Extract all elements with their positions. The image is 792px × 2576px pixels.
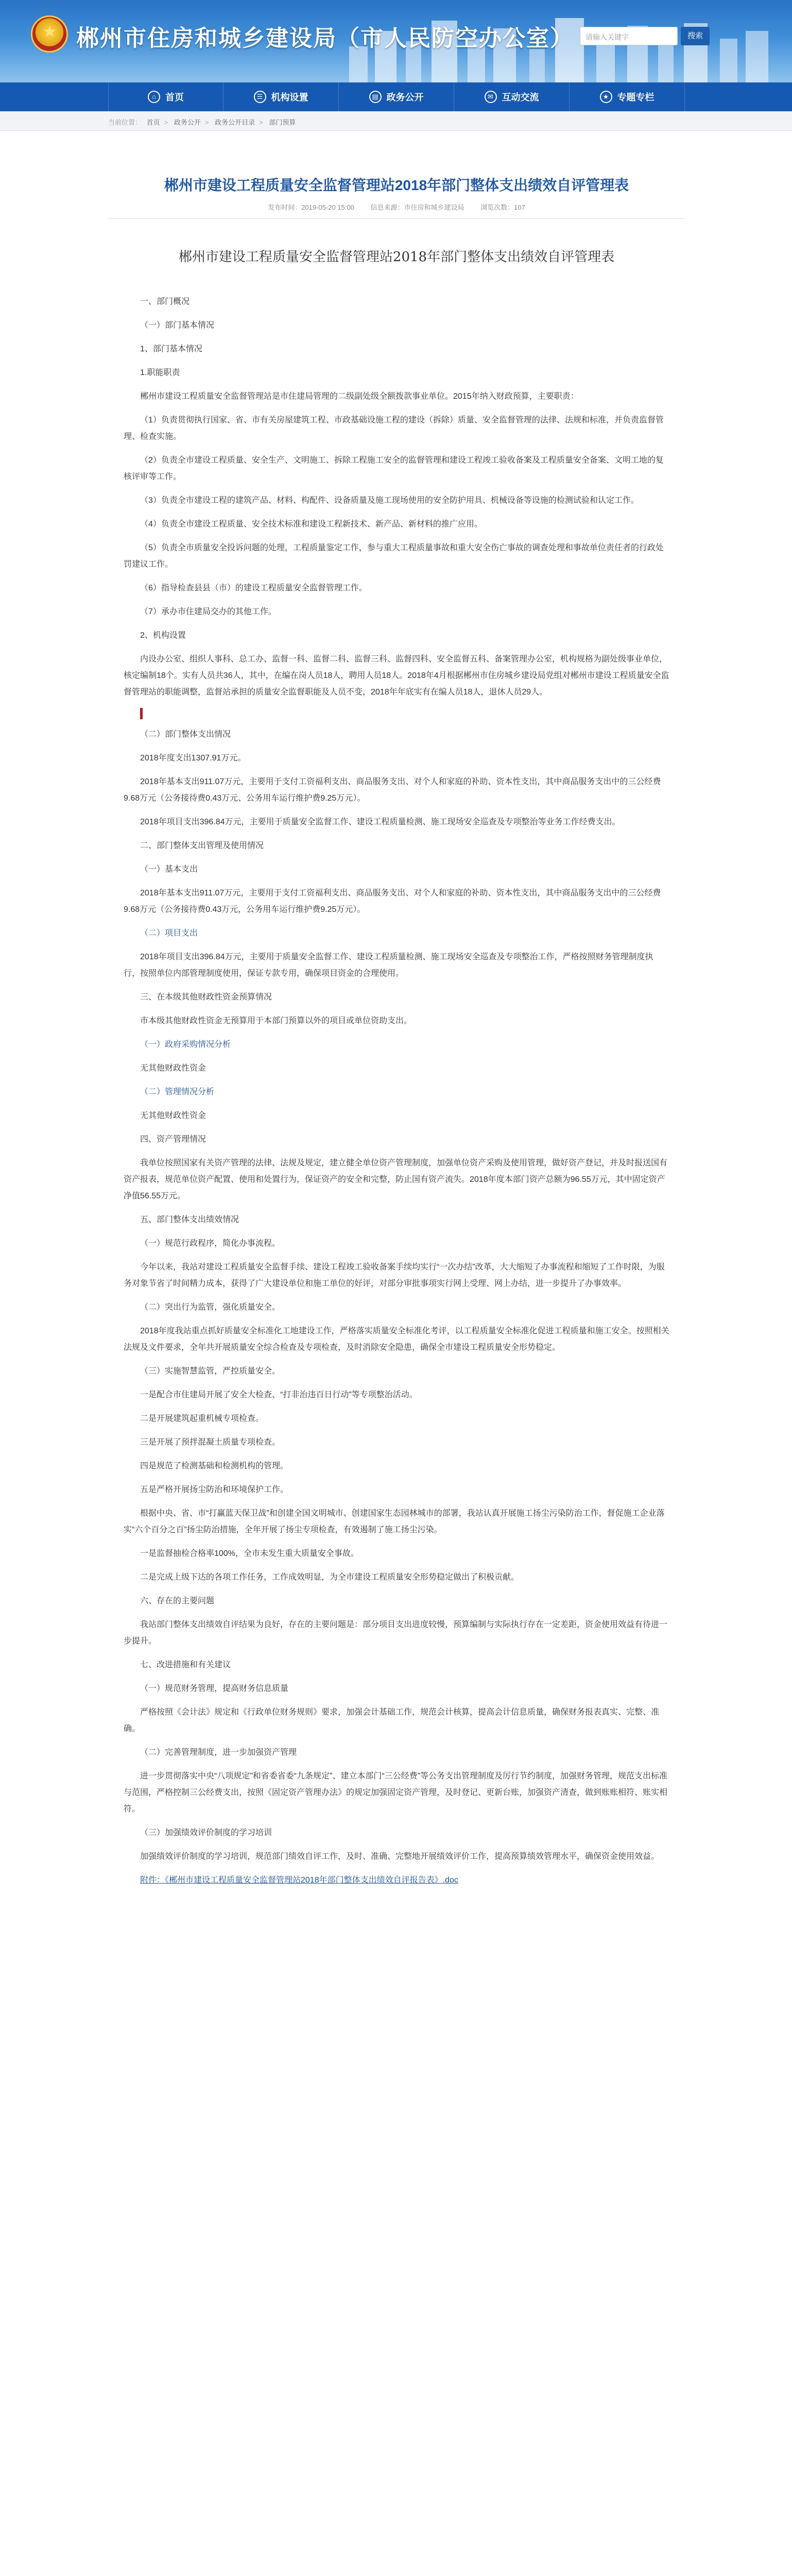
body-paragraph: （3）负责全市建设工程的建筑产品、材料、构配件、设备质量及施工现场使用的安全防护用具、机械设备等设施的检测试验和认定工作。 <box>140 496 639 505</box>
attachment-link[interactable]: 附件：《郴州市建设工程质量安全监督管理站2018年部门整体支出绩效自评报告表》.doc <box>140 1876 458 1885</box>
body-paragraph: （5）负责全市质量安全投诉问题的处理，工程质量鉴定工作，参与重大工程质量事故和重大安全伤亡事故的调查处理和事故单位责任者的行政处罚建议工作。 <box>124 544 664 569</box>
body-paragraph: 无其他财政性资金 <box>140 1064 206 1073</box>
body-paragraph: （一）规范行政程序，简化办事流程。 <box>140 1239 281 1248</box>
nav-item-topics[interactable]: ★ 专题专栏 <box>570 82 685 111</box>
body-paragraph: 我站部门整体支出绩效自评结果为良好，存在的主要问题是：部分项目支出进度较慢，预算编制与实际执行存在一定差距，资金使用效益有待进一步提升。 <box>124 1620 668 1646</box>
body-paragraph: （一）部门基本情况 <box>140 321 215 330</box>
article-body <box>124 294 669 1896</box>
body-paragraph: 三是开展了预拌混凝土质量专项检查。 <box>140 1438 281 1447</box>
body-paragraph: 严格按照《会计法》规定和《行政单位财务规则》要求，加强会计基础工作，规范会计核算，提高会计信息质量，确保财务报表真实、完整、准确。 <box>124 1708 660 1733</box>
body-paragraph: （2）负责全市建设工程质量、安全生产、文明施工、拆除工程施工安全的监督管理和建设工程竣工验收备案及工程质量安全备案、文明工地的复核评审等工作。 <box>124 456 664 481</box>
body-paragraph: （二）完善管理制度，进一步加强资产管理 <box>140 1748 297 1757</box>
body-paragraph: 2018年度支出1307.91万元。 <box>140 754 246 762</box>
body-paragraph: 一是监督抽检合格率100%，全市未发生重大质量安全事故。 <box>140 1549 359 1558</box>
body-paragraph: 四是规范了检测基础和检测机构的管理。 <box>140 1462 289 1470</box>
body-paragraph: 我单位按照国家有关资产管理的法律、法规及规定，建立健全单位资产管理制度，加强单位资产采购及使用管理，做好资产登记，并及时报送国有资产报表，规范单位资产配置、使用和处置行为，保证资产的安全和完整，防止国有资产流失。2018年度本部门资产总额为96.55万元，其中固定资产净值56.55万元。 <box>124 1159 668 1200</box>
body-paragraph: 二是完成上级下达的各项工作任务，工作成效明显，为全市建设工程质量安全形势稳定做出了积极贡献。 <box>140 1573 520 1582</box>
doc-icon: ▤ <box>369 91 382 103</box>
body-paragraph: 一是配合市住建局开展了安全大检查、“打非治违百日行动”等专项整治活动。 <box>140 1391 418 1399</box>
body-paragraph: 加强绩效评价制度的学习培训，规范部门绩效自评工作，及时、准确、完整地开展绩效评价工作，提高预算绩效管理水平，确保资金使用效益。 <box>140 1852 660 1861</box>
red-marker-icon <box>140 708 143 719</box>
title-divider <box>108 218 685 219</box>
publish-time: 发布时间：2019-05-20 15:00 <box>268 204 354 211</box>
body-paragraph: 四、资产管理情况 <box>140 1135 206 1144</box>
org-icon: ☰ <box>254 91 266 103</box>
body-paragraph: 六、存在的主要问题 <box>140 1597 215 1605</box>
topic-icon: ★ <box>600 91 612 103</box>
body-paragraph: （7）承办市住建局交办的其他工作。 <box>140 607 277 616</box>
body-paragraph: （三）实施智慧监管，严控质量安全。 <box>140 1367 281 1376</box>
home-icon: ⌂ <box>148 91 160 103</box>
body-paragraph: 二是开展建筑起重机械专项检查。 <box>140 1414 264 1423</box>
document-title: 郴州市建设工程质量安全监督管理站2018年部门整体支出绩效自评管理表 <box>178 249 615 265</box>
chat-icon: ✉ <box>485 91 497 103</box>
breadcrumb-budget[interactable]: 部门预算 <box>269 118 296 126</box>
body-paragraph: 二、部门整体支出管理及使用情况 <box>140 841 264 850</box>
site-title: 郴州市住房和城乡建设局（市人民防空办公室） <box>76 25 574 52</box>
view-count: 浏览次数：107 <box>480 204 525 211</box>
nav-item-gov-info[interactable]: ▤ 政务公开 <box>339 82 454 111</box>
body-paragraph: 五是严格开展扬尘防治和环境保护工作。 <box>140 1485 289 1494</box>
breadcrumb: 当前位置： 首页 > 政务公开 > 政务公开目录 > 部门预算 <box>108 118 296 126</box>
search-input[interactable]: 请输入关键字 <box>580 27 678 45</box>
search-button[interactable]: 搜索 <box>681 27 710 45</box>
nav-item-interaction[interactable]: ✉ 互动交流 <box>454 82 570 111</box>
breadcrumb-catalog[interactable]: 政务公开目录 <box>215 118 255 126</box>
body-paragraph: （一）规范财务管理，提高财务信息质量 <box>140 1684 289 1693</box>
location-label: 当前位置： <box>108 118 142 126</box>
body-paragraph: 2018年项目支出396.84万元，主要用于质量安全监督工作、建设工程质量检测、施工现场安全巡查及专项整治工作，严格按照财务管理制度执行，按照单位内部管理制度使用，保证专款专用，确保项目资金的合理使用。 <box>124 953 653 978</box>
body-paragraph: 2、机构设置 <box>140 631 186 640</box>
body-paragraph: 2018年度我站重点抓好质量安全标准化工地建设工作，严格落实质量安全标准化考评，以工程质量安全标准化促进工程质量和施工安全。按照相关法规及文件要求，全年共开展质量安全综合检查及专项检查，及时消除安全隐患，确保全市建设工程质量安全形势稳定。 <box>124 1327 669 1352</box>
body-paragraph: （二）项目支出 <box>140 929 198 938</box>
info-source: 信息来源：市住房和城乡建设局 <box>370 204 464 211</box>
body-paragraph: （一）政府采购情况分析 <box>140 1040 231 1049</box>
body-paragraph: 一、部门概况 <box>140 297 190 306</box>
breadcrumb-home[interactable]: 首页 <box>146 118 160 126</box>
main-nav <box>0 82 792 111</box>
breadcrumb-bar <box>0 111 792 131</box>
body-paragraph: 内设办公室、组织人事科、总工办、监督一科、监督二科、监督三科、监督四科、安全监督五科、备案管理办公室，机构规格为副处级事业单位，核定编制18个。实有人员共36人，其中，在编在岗人员18人，聘用人员18人。2018年4月根据郴州市住房城乡建设局党组对郴州市建设工程质量安全监督管理站的职能调整，监督站承担的质量安全监督职能及人员不变，2018年年底实有在编人员18人，退休人员29人。 <box>124 655 669 697</box>
breadcrumb-gov-info[interactable]: 政务公开 <box>174 118 201 126</box>
body-paragraph: 2018年基本支出911.07万元，主要用于支付工资福利支出、商品服务支出、对个人和家庭的补助、资本性支出，其中商品服务支出中的三公经费9.68万元（公务接待费0.43万元、公务用车运行维护费9.25万元）。 <box>124 777 661 803</box>
body-paragraph: 今年以来，我站对建设工程质量安全监督手续、建设工程竣工验收备案手续均实行“一次办结”改革，大大缩短了办事流程和缩短了工作时限，为服务对象节省了时间精力成本，获得了广大建设单位和施工单位的好评，对部分审批事项实行网上受理、网上办结，进一步提升了办事效率。 <box>124 1263 665 1288</box>
body-paragraph: 无其他财政性资金 <box>140 1111 206 1120</box>
body-paragraph: （三）加强绩效评价制度的学习培训 <box>140 1828 272 1837</box>
body-paragraph: 五、部门整体支出绩效情况 <box>140 1215 239 1224</box>
body-paragraph: （6）指导检查县县（市）的建设工程质量安全监督管理工作。 <box>140 584 367 592</box>
body-paragraph: （4）负责全市建设工程质量、安全技术标准和建设工程新技术、新产品、新材料的推广应用。 <box>140 520 483 529</box>
site-header <box>0 0 792 82</box>
body-paragraph: 1.职能职责 <box>140 368 180 377</box>
nav-item-home[interactable]: ⌂ 首页 <box>108 82 223 111</box>
body-paragraph: （一）基本支出 <box>140 865 198 874</box>
article-meta <box>108 202 685 212</box>
body-paragraph: 市本级其他财政性资金无预算用于本部门预算以外的项目或单位资助支出。 <box>140 1016 412 1025</box>
body-paragraph: 根据中央、省、市“打赢蓝天保卫战”和创建全国文明城市、创建国家生态园林城市的部署，我站认真开展施工扬尘污染防治工作，督促施工企业落实“六个百分之百”扬尘防治措施，全年开展了扬尘专项检查，有效遏制了施工扬尘污染。 <box>124 1509 665 1534</box>
body-paragraph: 2018年基本支出911.07万元，主要用于支付工资福利支出、商品服务支出、对个人和家庭的补助、资本性支出，其中商品服务支出中的三公经费9.68万元（公务接待费0.43万元，公务用车运行维护费9.25万元）。 <box>124 889 661 914</box>
body-paragraph: 七、改进措施和有关建议 <box>140 1660 231 1669</box>
body-paragraph: 进一步贯彻落实中央“八项规定”和省委省委“九条规定”、建立本部门“三公经费”等公务支出管理制度及厉行节约制度，加强财务管理，规范支出标准与范围，严格控制三公经费支出，按照《固定资产管理办法》的规定加强固定资产管理，及时登记、更新台账，加强资产清查，做到账账相符、账实相符。 <box>124 1772 668 1814</box>
section-marker <box>124 708 669 719</box>
article <box>108 155 685 2576</box>
body-paragraph: 三、在本级其他财政性资金预算情况 <box>140 993 272 1002</box>
body-paragraph: （二）突出行为监管，强化质量安全。 <box>140 1303 281 1312</box>
nav-item-org[interactable]: ☰ 机构设置 <box>223 82 339 111</box>
body-paragraph: 2018年项目支出396.84万元，主要用于质量安全监督工作、建设工程质量检测、施工现场安全巡查及专项整治等业务工作经费支出。 <box>140 818 621 826</box>
body-paragraph: （二）管理情况分析 <box>140 1088 215 1096</box>
article-title: 郴州市建设工程质量安全监督管理站2018年部门整体支出绩效自评管理表 <box>164 177 629 193</box>
body-paragraph: （1）负责贯彻执行国家、省、市有关房屋建筑工程、市政基础设施工程的建设（拆除）质量、安全监督管理的法律、法规和标准，并负责监督管理、检查实施。 <box>124 416 664 441</box>
body-paragraph: 郴州市建设工程质量安全监督管理站是市住建局管理的二级副处级全额拨款事业单位。2015年纳入财政预算，主要职责： <box>140 392 579 401</box>
body-paragraph: （二）部门整体支出情况 <box>140 730 231 739</box>
body-paragraph: 1、部门基本情况 <box>140 345 202 353</box>
national-emblem-icon: ★ <box>31 15 68 53</box>
